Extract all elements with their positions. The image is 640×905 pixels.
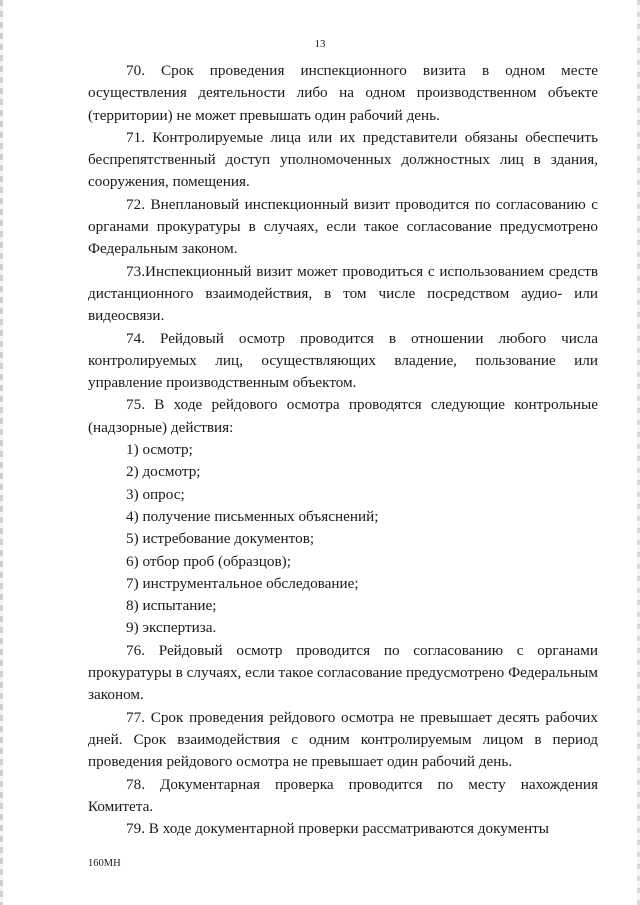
paragraph-71: 71. Контролируемые лица или их представители обязаны обеспечить беспрепятственный доступ уполномоченных должностных лиц в здания, сооружения, помещения. [88,128,598,191]
list-item: 9) экспертиза. [126,619,217,637]
list-item: 6) отбор проб (образцов); [126,552,291,570]
paragraph-77: 77. Срок проведения рейдового осмотра не превышает десять рабочих дней. Срок взаимодействия с одним контролируемым лицом в период проведения рейдового осмотра не превышает один рабочий день. [88,708,598,771]
list-item: 5) истребование документов; [126,530,315,548]
list-item: 7) инструментальное обследование; [126,574,359,592]
paragraph-76: 76. Рейдовый осмотр проводится по согласованию с органами прокуратуры в случаях, если такое согласование предусмотрено Федеральным законом. [88,641,598,704]
list-item: 3) опрос; [126,485,185,503]
list-item: 8) испытание; [126,597,217,615]
list-item: 2) досмотр; [126,463,201,481]
paragraph-79: 79. В ходе документарной проверки рассматриваются документы [126,820,549,838]
paragraph-75: 75. В ходе рейдового осмотра проводятся следующие контрольные (надзорные) действия: [88,396,598,436]
paragraph-78: 78. Документарная проверка проводится по месту нахождения Комитета. [88,775,598,815]
list-item: 4) получение письменных объяснений; [126,507,379,525]
scan-edge-left [0,0,3,905]
paragraph-73: 73.Инспекционный визит может проводиться с использованием средств дистанционного взаимодействия, в том числе посредством аудио- или видеосвязи. [88,262,598,325]
list-item: 1) осмотр; [126,441,193,459]
actions-list [88,439,598,640]
paragraph-70: 70. Срок проведения инспекционного визита в одном месте осуществления деятельности либо на одном производственном объекте (территории) не может превышать один рабочий день. [88,62,598,124]
paragraph-74: 74. Рейдовый осмотр проводится в отношении любого числа контролируемых лиц, осуществляющих владение, пользование или управление производственным объектом. [88,329,598,392]
paragraph-72: 72. Внеплановый инспекционный визит проводится по согласованию с органами прокуратуры в случаях, если такое согласование предусмотрено Федеральным законом. [88,195,598,258]
page-number: 13 [314,38,326,50]
document-body [88,60,598,840]
document-code-footer: 160МН [88,858,121,869]
